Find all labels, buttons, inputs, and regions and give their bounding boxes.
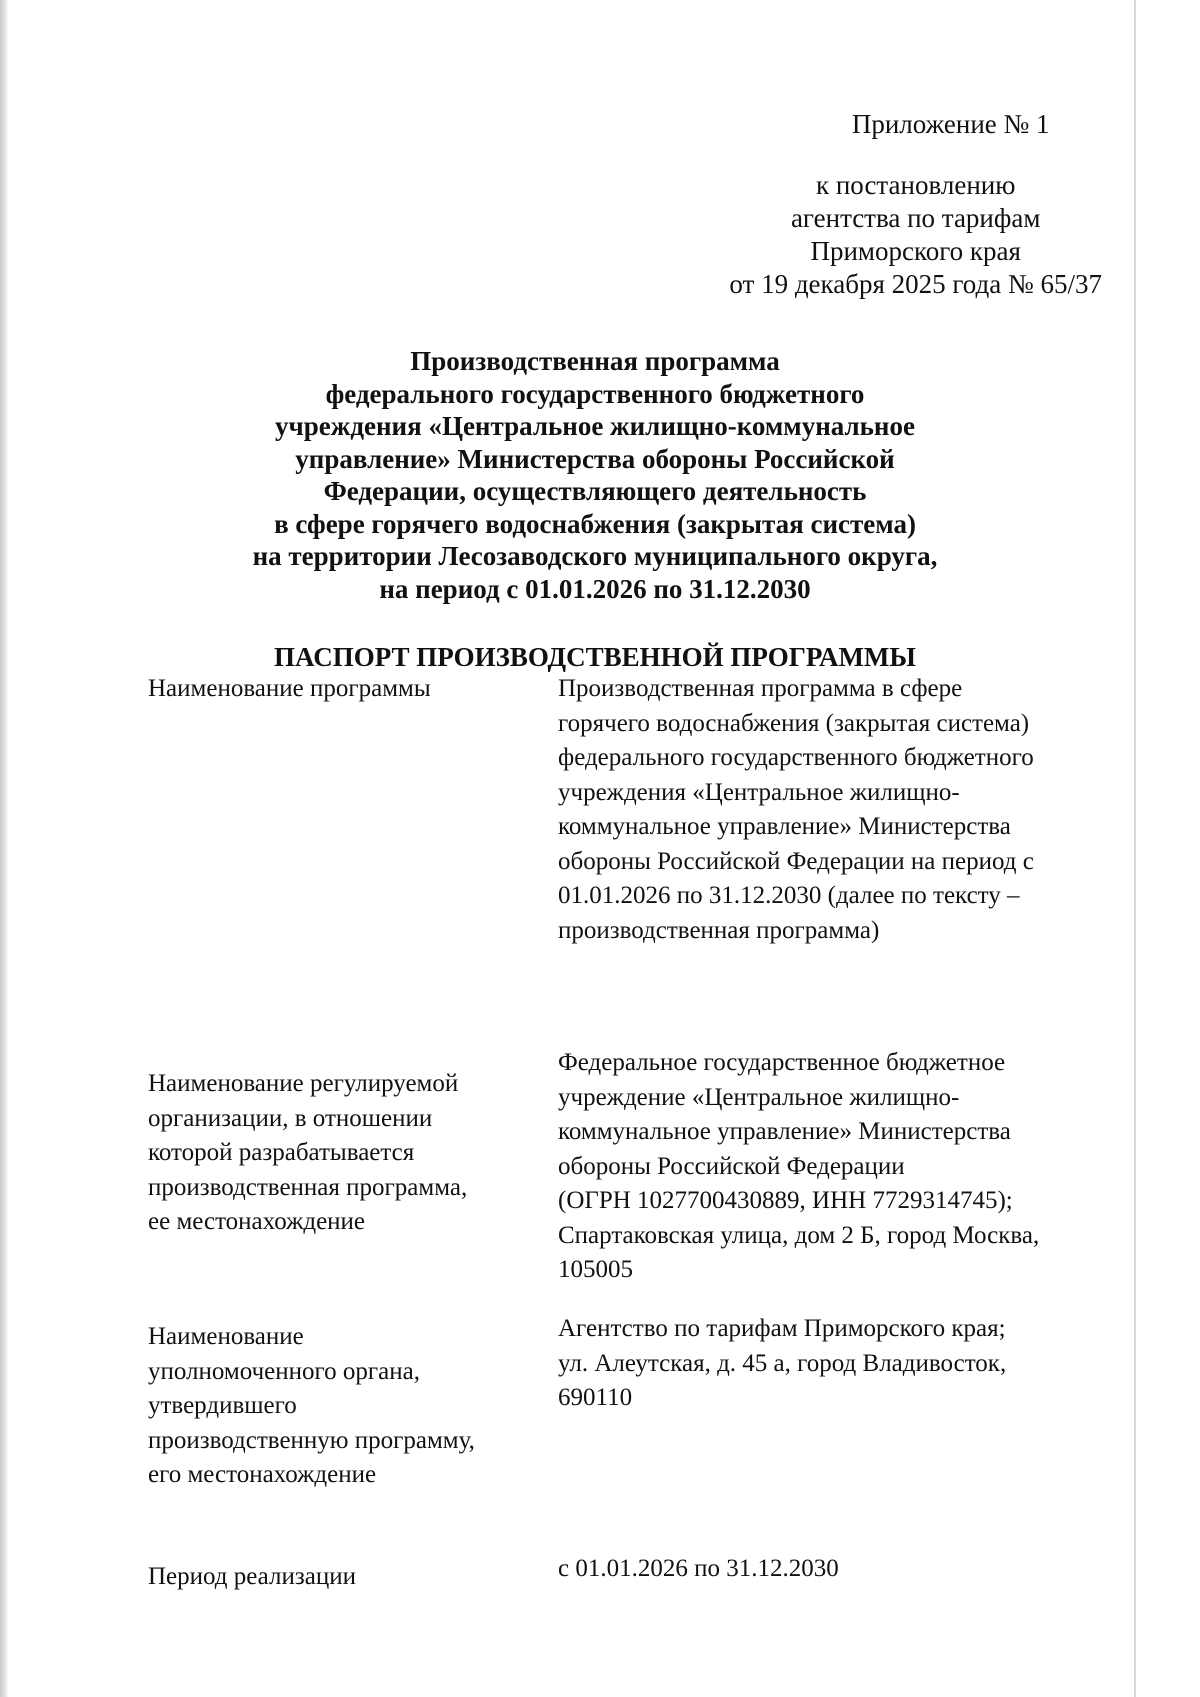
label-line: Наименование [148, 1323, 304, 1350]
title-line: Федерации, осуществляющего деятельность [323, 476, 867, 506]
scan-left-edge [0, 0, 9, 1697]
title-line: на территории Лесозаводского муниципального округа, [252, 541, 938, 571]
annex-reference-line: от 19 декабря 2025 года № 65/37 [729, 269, 1102, 299]
value-line: 105005 [558, 1256, 633, 1283]
label-line: организации, в отношении [148, 1104, 433, 1132]
value-line: Производственная программа в сфере [558, 675, 963, 702]
annex-number: Приложение № 1 [851, 109, 1050, 139]
passport-row-label-organization [148, 1067, 528, 1240]
annex-reference-line: агентства по тарифам [790, 203, 1041, 233]
document-title [180, 345, 1010, 605]
passport-row-label-program-name [148, 672, 528, 707]
value-line: с 01.01.2026 по 31.12.2030 [558, 1555, 839, 1582]
label-line: которой разрабатывается [148, 1139, 415, 1166]
annex-reference [729, 169, 1102, 301]
label-line: производственную программу, [148, 1426, 475, 1454]
label-line: Период реализации [148, 1563, 356, 1590]
passport-row-value-period [558, 1552, 1098, 1587]
value-line: Федеральное государственное бюджетное [558, 1049, 1006, 1076]
value-line: производственная программа) [558, 916, 880, 944]
passport-row-value-program-name [558, 672, 1098, 948]
label-line: ее местонахождение [148, 1208, 366, 1235]
title-line: в сфере горячего водоснабжения (закрытая система) [274, 508, 916, 539]
passport-row-label-period [148, 1560, 528, 1595]
label-line: Наименование программы [148, 675, 431, 702]
passport-heading: ПАСПОРТ ПРОИЗВОДСТВЕННОЙ ПРОГРАММЫ [274, 642, 916, 672]
value-line: учреждение «Центральное жилищно- [558, 1083, 960, 1111]
value-line: коммунальное управление» Министерства [558, 1118, 1011, 1145]
value-line: ул. Алеутская, д. 45 а, город Владивосток, [558, 1349, 1007, 1377]
passport-row-label-authority [148, 1320, 528, 1493]
label-line: уполномоченного органа, [148, 1357, 420, 1385]
label-line: его местонахождение [148, 1461, 377, 1488]
passport-row-value-authority [558, 1312, 1098, 1416]
scan-right-edge [1134, 0, 1136, 1697]
label-line: утвердившего [148, 1392, 297, 1419]
label-line: производственная программа, [148, 1173, 468, 1201]
label-line: Наименование регулируемой [148, 1070, 459, 1097]
value-line: (ОГРН 1027700430889, ИНН 7729314745); [558, 1187, 1013, 1214]
annex-reference-line: Приморского края [810, 236, 1021, 266]
title-line: Производственная программа [410, 346, 780, 376]
title-line: федерального государственного бюджетного [325, 378, 865, 409]
title-line: управление» Министерства обороны Российской [295, 443, 895, 474]
annex-block [729, 108, 1102, 301]
value-line: горячего водоснабжения (закрытая система) [558, 709, 1030, 737]
value-line: Агентство по тарифам Приморского края; [558, 1315, 1006, 1342]
value-line: коммунальное управление» Министерства [558, 813, 1011, 840]
value-line: 01.01.2026 по 31.12.2030 (далее по тексту – [558, 882, 1020, 909]
value-line: 690110 [558, 1384, 633, 1411]
value-line: обороны Российской Федерации на период с [558, 847, 1034, 875]
value-line: Спартаковская улица, дом 2 Б, город Москва, [558, 1221, 1040, 1249]
title-line: на период с 01.01.2026 по 31.12.2030 [379, 573, 811, 604]
passport-row-value-organization [558, 1046, 1098, 1288]
value-line: обороны Российской Федерации [558, 1152, 905, 1180]
annex-reference-line: к постановлению [815, 170, 1016, 200]
value-line: федерального государственного бюджетного [558, 744, 1034, 771]
value-line: учреждения «Центральное жилищно- [558, 778, 960, 806]
title-line: учреждения «Центральное жилищно-коммунальное [275, 411, 915, 441]
